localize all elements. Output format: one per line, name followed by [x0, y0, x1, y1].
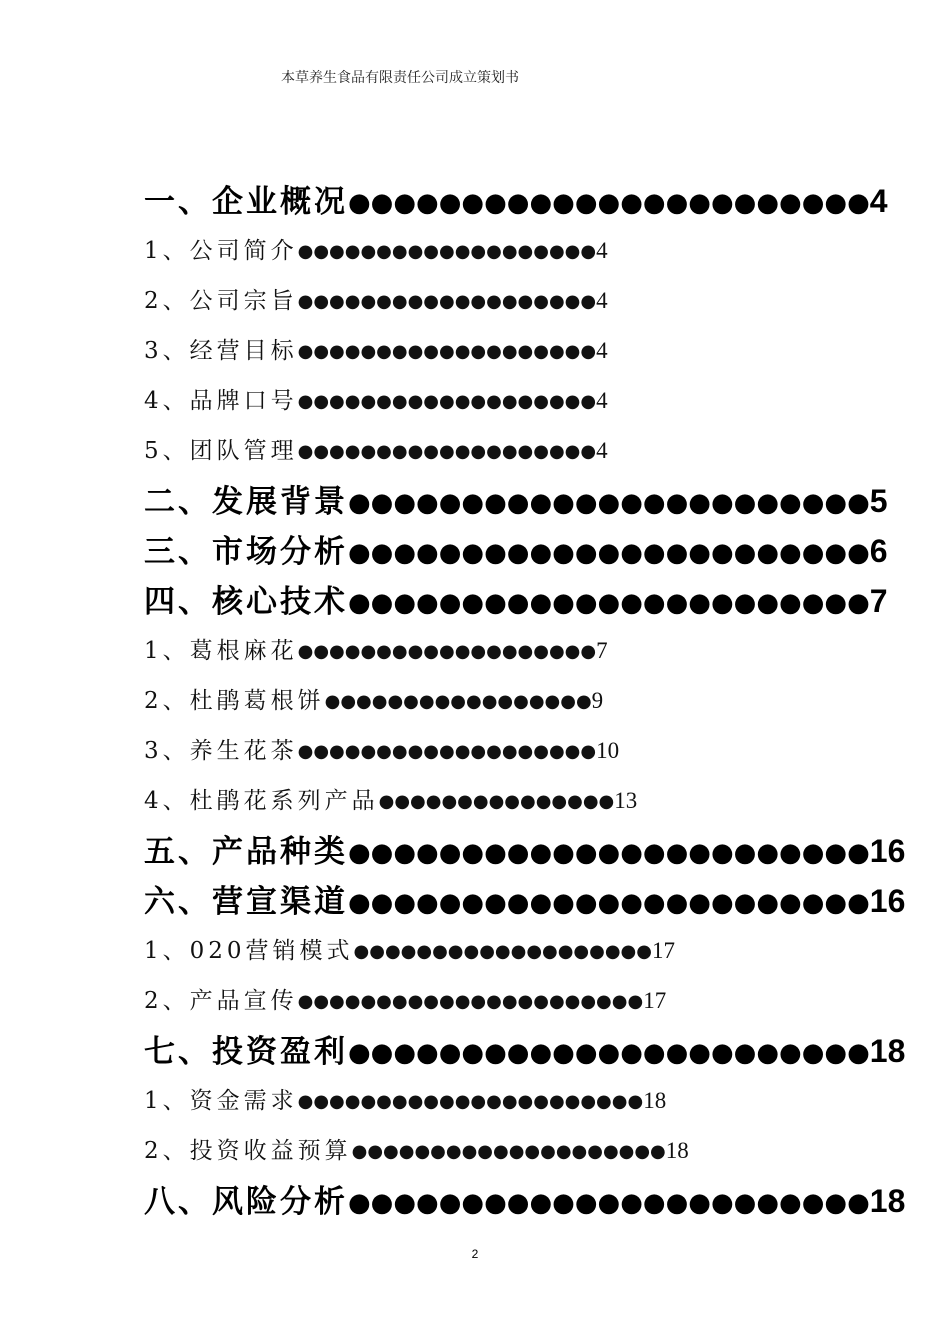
toc-entry-title: 4、品牌口号	[144, 388, 298, 414]
toc-page-number: 13	[614, 788, 638, 813]
toc-page-number: 4	[596, 388, 608, 413]
toc-page-number: 6	[869, 533, 888, 569]
toc-page-number: 4	[596, 438, 608, 463]
toc-leader-dots: ●●●●●●●●●●●●●●●●●●●●●●	[297, 1091, 644, 1112]
toc-leader-dots: ●●●●●●●●●●●●●●●●●●●●●●●	[348, 588, 870, 618]
toc-leader-dots: ●●●●●●●●●●●●●●●●●●●	[297, 391, 597, 412]
toc-section-entry	[144, 626, 784, 676]
toc-chapter-entry	[144, 1026, 906, 1076]
toc-section-entry	[144, 926, 784, 976]
toc-leader-dots: ●●●●●●●●●●●●●●●●●●●●●●●	[348, 188, 870, 218]
toc-section-entry	[144, 1126, 784, 1176]
toc-entry-title: 5、团队管理	[144, 438, 298, 464]
toc-section-entry	[144, 326, 784, 376]
toc-leader-dots: ●●●●●●●●●●●●●●●●●●●	[297, 291, 597, 312]
toc-leader-dots: ●●●●●●●●●●●●●●●●●●●●●●●	[348, 538, 870, 568]
toc-chapter-entry	[144, 526, 888, 576]
toc-chapter-entry	[144, 826, 906, 876]
toc-chapter-entry	[144, 576, 888, 626]
toc-page-number: 7	[869, 583, 888, 619]
toc-page-number: 16	[869, 883, 906, 919]
toc-page-number: 18	[869, 1033, 906, 1069]
toc-page-number: 17	[651, 938, 675, 963]
toc-section-entry	[144, 726, 784, 776]
toc-section-entry	[144, 426, 784, 476]
toc-entry-title: 五、产品种类	[144, 834, 348, 870]
toc-entry-title: 二、发展背景	[144, 484, 348, 520]
toc-entry-title: 1、资金需求	[144, 1088, 298, 1114]
toc-section-entry	[144, 276, 784, 326]
toc-entry-title: 4、杜鹃花系列产品	[144, 788, 379, 814]
toc-page-number: 9	[591, 688, 604, 713]
toc-page-number: 18	[869, 1183, 906, 1219]
toc-page-number: 4	[596, 238, 608, 263]
toc-entry-title: 六、营宣渠道	[144, 884, 348, 920]
toc-leader-dots: ●●●●●●●●●●●●●●●●●●●	[353, 941, 652, 962]
toc-entry-title: 2、公司宗旨	[144, 288, 298, 314]
toc-page-number: 10	[596, 738, 620, 763]
toc-page-number: 4	[596, 288, 608, 313]
toc-page-number: 7	[596, 638, 608, 663]
toc-section-entry	[144, 1076, 784, 1126]
toc-section-entry	[144, 776, 784, 826]
toc-leader-dots: ●●●●●●●●●●●●●●●●●●●	[297, 341, 597, 362]
page-number: 2	[471, 1247, 479, 1261]
toc-page-number: 16	[869, 833, 906, 869]
toc-leader-dots: ●●●●●●●●●●●●●●●●●●●	[297, 241, 597, 262]
toc-chapter-entry	[144, 476, 888, 526]
running-header: 本草养生食品有限责任公司成立策划书	[281, 70, 519, 86]
toc-entry-title: 2、杜鹃葛根饼	[144, 688, 325, 714]
toc-leader-dots: ●●●●●●●●●●●●●●●●●●●●●●●	[348, 838, 870, 868]
table-of-contents	[144, 176, 906, 1226]
toc-page-number: 18	[643, 1088, 667, 1113]
toc-leader-dots: ●●●●●●●●●●●●●●●●●●●●●●●	[348, 488, 870, 518]
toc-chapter-entry	[144, 176, 888, 226]
toc-chapter-entry	[144, 876, 906, 926]
toc-entry-title: 1、020营销模式	[144, 938, 354, 964]
toc-entry-title: 八、风险分析	[144, 1184, 348, 1220]
toc-section-entry	[144, 376, 784, 426]
toc-leader-dots: ●●●●●●●●●●●●●●●●●●●	[297, 641, 597, 662]
toc-entry-title: 3、养生花茶	[144, 738, 298, 764]
toc-leader-dots: ●●●●●●●●●●●●●●●●●●●●●●●	[348, 1188, 870, 1218]
toc-section-entry	[144, 676, 784, 726]
toc-entry-title: 2、投资收益预算	[144, 1138, 352, 1164]
toc-leader-dots: ●●●●●●●●●●●●●●●●●	[324, 691, 592, 712]
toc-page-number: 4	[869, 183, 888, 219]
toc-page-number: 5	[869, 483, 888, 519]
toc-leader-dots: ●●●●●●●●●●●●●●●	[378, 791, 615, 812]
toc-leader-dots: ●●●●●●●●●●●●●●●●●●●	[297, 441, 597, 462]
toc-entry-title: 1、公司简介	[144, 238, 298, 264]
toc-entry-title: 七、投资盈利	[144, 1034, 348, 1070]
toc-leader-dots: ●●●●●●●●●●●●●●●●●●●●●●●	[348, 888, 870, 918]
toc-page-number: 4	[596, 338, 608, 363]
toc-page-number: 18	[665, 1138, 689, 1163]
toc-chapter-entry	[144, 1176, 906, 1226]
toc-leader-dots: ●●●●●●●●●●●●●●●●●●●●●●●	[348, 1038, 870, 1068]
toc-entry-title: 2、产品宣传	[144, 988, 298, 1014]
toc-entry-title: 一、企业概况	[144, 184, 348, 220]
toc-leader-dots: ●●●●●●●●●●●●●●●●●●●●●●	[297, 991, 644, 1012]
toc-entry-title: 四、核心技术	[144, 584, 348, 620]
toc-leader-dots: ●●●●●●●●●●●●●●●●●●●●	[351, 1141, 666, 1162]
toc-leader-dots: ●●●●●●●●●●●●●●●●●●●	[297, 741, 597, 762]
toc-entry-title: 1、葛根麻花	[144, 638, 298, 664]
toc-entry-title: 3、经营目标	[144, 338, 298, 364]
toc-entry-title: 三、市场分析	[144, 534, 348, 570]
toc-section-entry	[144, 226, 784, 276]
toc-section-entry	[144, 976, 784, 1026]
toc-page-number: 17	[643, 988, 667, 1013]
